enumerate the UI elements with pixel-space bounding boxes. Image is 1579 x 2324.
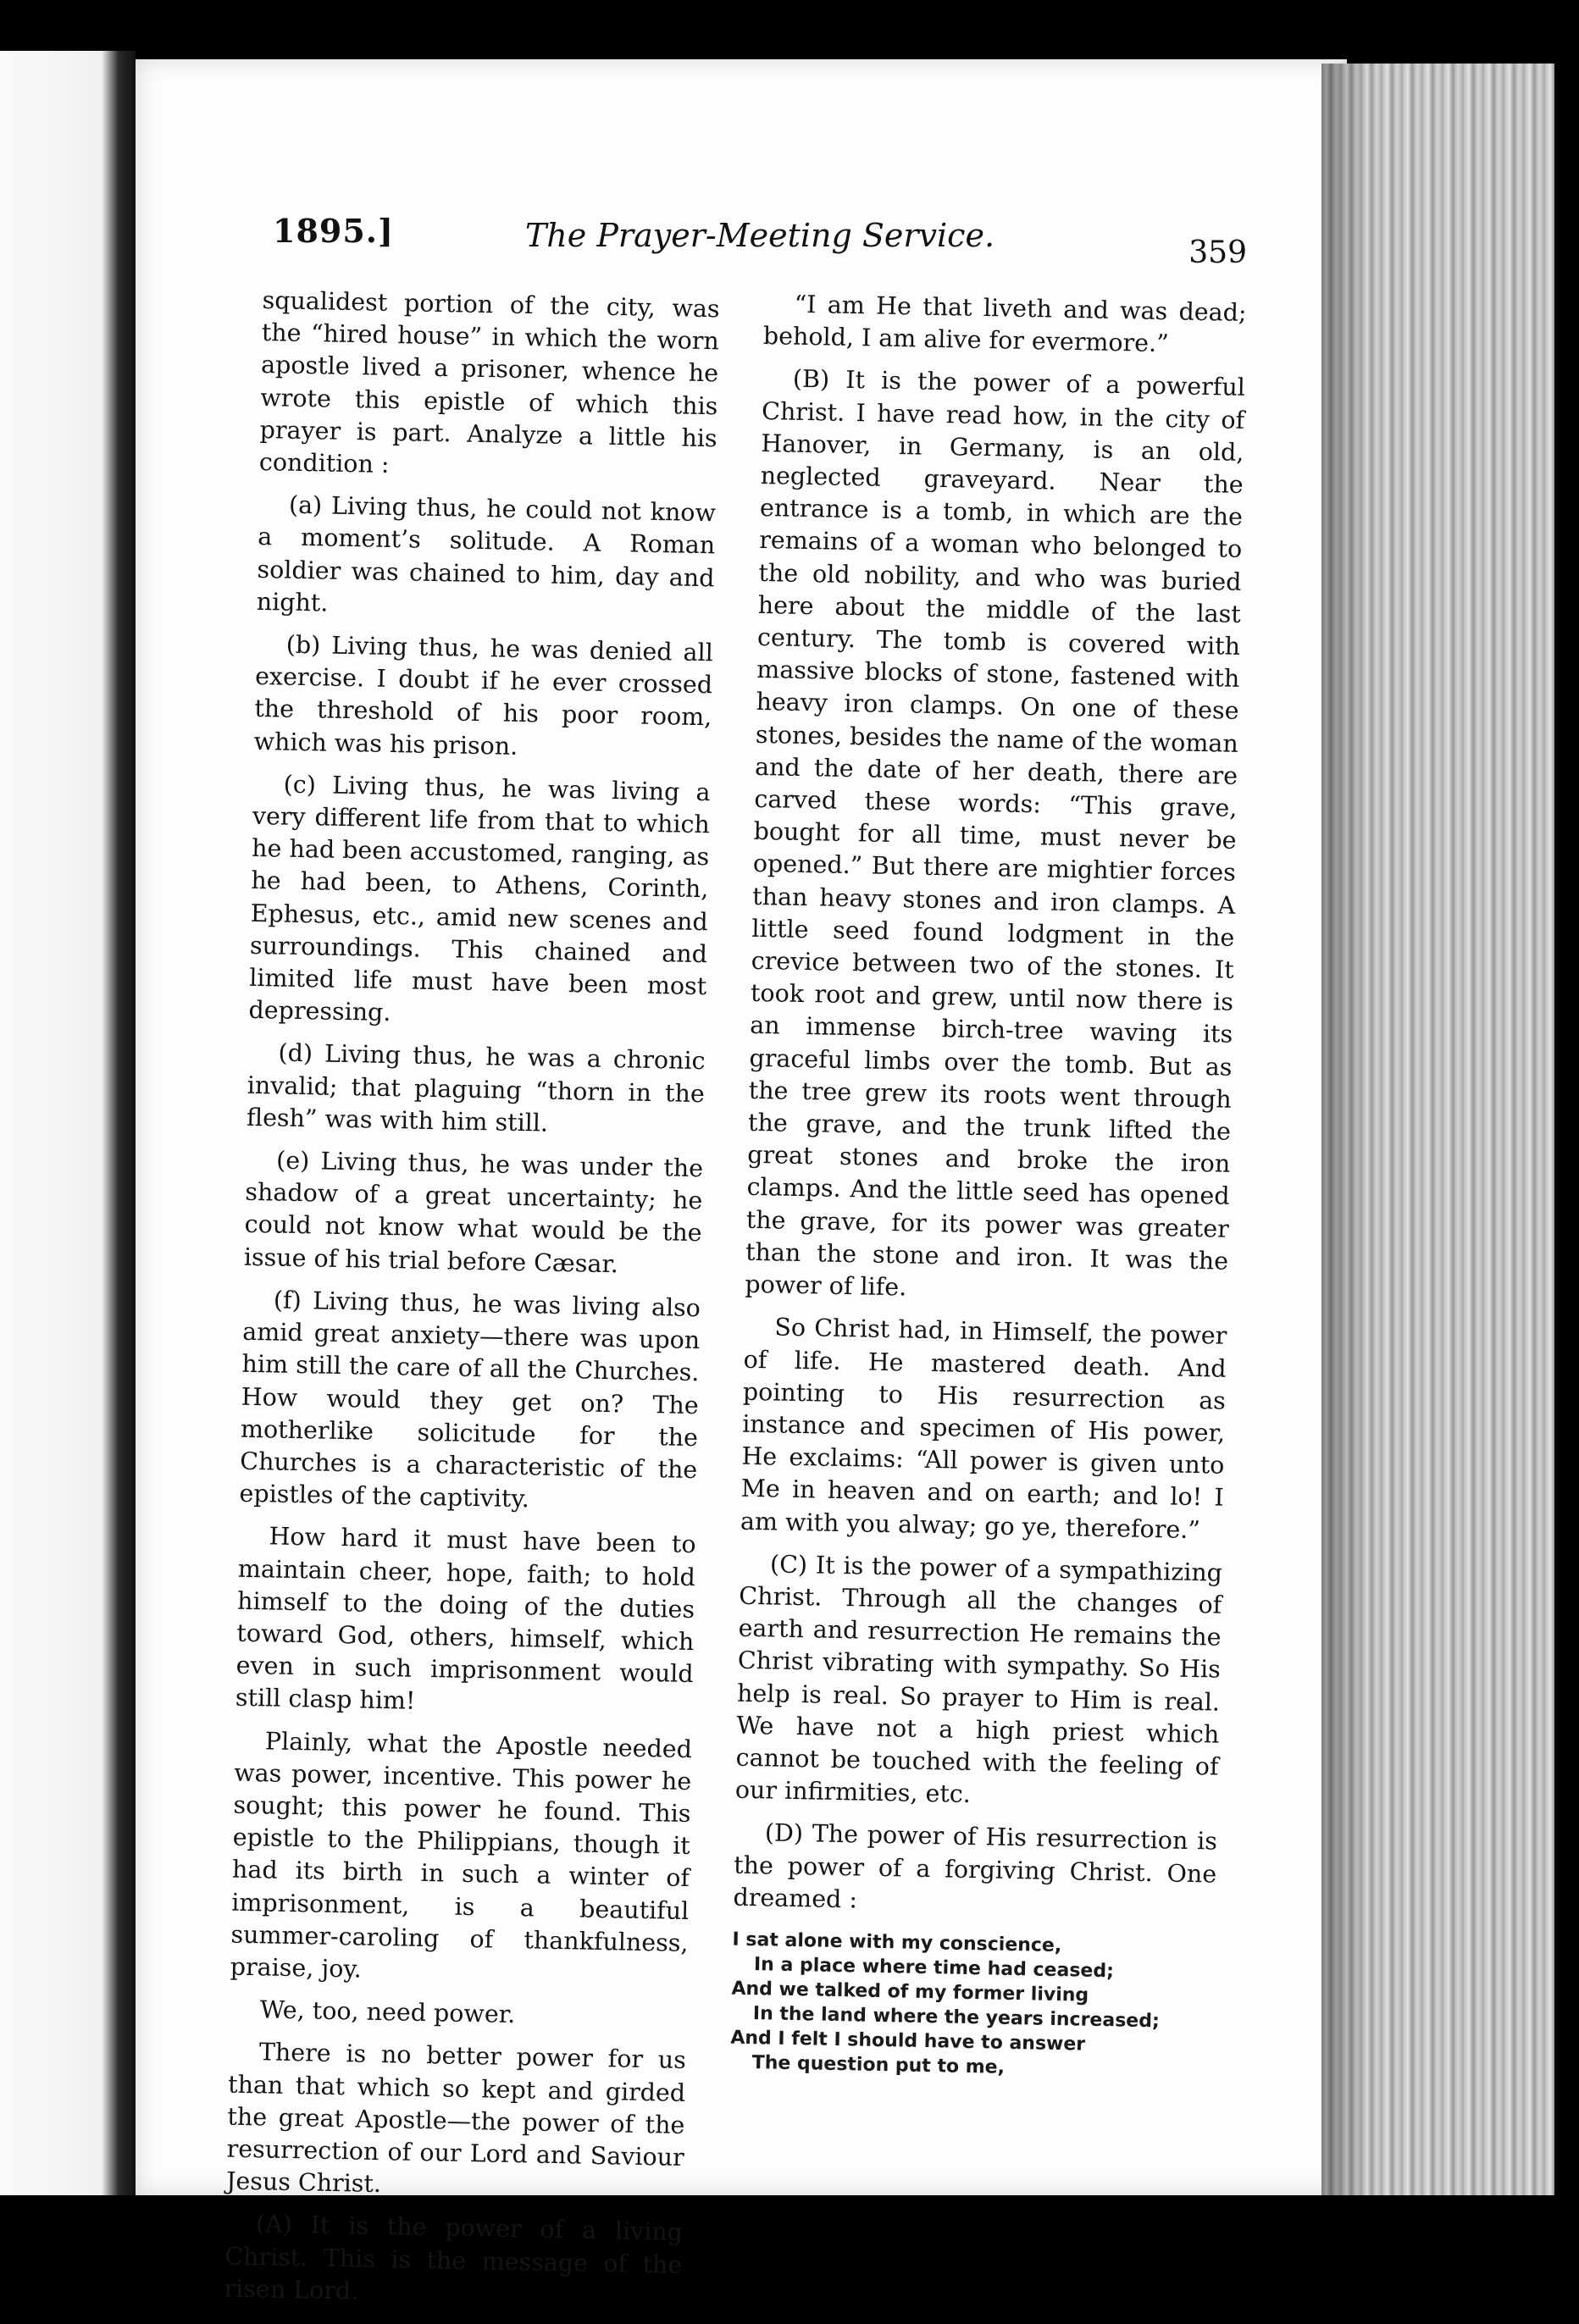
page-number: 359 — [1188, 235, 1247, 270]
paragraph: squalidest portion of the city, was the “hired house” in which the worn apostle lived a prisoner, whence he wrote this epistle of which this prayer is part. Analyze a little his condition : — [258, 285, 720, 479]
paragraph: (b) Living thus, he was denied all exercise. I doubt if he ever crossed the threshold of his poor room, which was his prison. — [253, 630, 714, 761]
poem-line: And I felt I should have to answer — [730, 2027, 1086, 2056]
paragraph: (D) The power of His resurrection is the power of a forgiving Christ. One dreamed : — [733, 1818, 1218, 1914]
header-year: 1895.] — [273, 212, 394, 250]
paragraph: (a) Living thus, he could not know a moment’s solitude. A Roman soldier was chained to him, day and night. — [256, 490, 717, 617]
poem-line: In a place where time had ceased; — [753, 1954, 1115, 1983]
paragraph: (B) It is the power of a powerful Christ. I have read how, in the city of Hanover, in Germany, is an old, neglected graveyard. Near the entrance is a tomb, in which are the remains of a woman who belonged to the old nobility, and who was buried here about the middle of the last century. The tomb is covered with massive blocks of stone, fastened with heavy iron clamps. On one of these stones, besides the name of the woman and the date of her death, there are carved these words: “This grave, bought for all time, must never be opened.” But there are mightier forces than heavy stones and iron clamps. A little seed found lodgment in the crevice between two of the stones. It took root and grew, until now there is an immense birch-tree waving its graceful limbs over the tomb. But as the tree grew its roots went through the grave, and the trunk lifted the great stones and broke the iron clamps. And the little seed has opened the grave, for its power was greater than the stone and iron. It was the power of life. — [745, 365, 1246, 1302]
paragraph: Plainly, what the Apostle needed was power, incentive. This power he sought; this power he found. This epistle to the Philippians, though it had its birth in such a winter of imprisonment, is a beautiful summer-caroling of thankfulness, praise, joy. — [230, 1726, 693, 1984]
paragraph: So Christ had, in Himself, the power of life. He mastered death. And pointing to His resurrection as instance and specimen of His power, He exclaims: “All power is given unto Me in heaven and on earth; and lo! I am with you alway; go ye, therefore.” — [740, 1313, 1227, 1544]
left-column — [224, 285, 720, 2324]
poem-line: And we talked of my former living — [731, 1978, 1089, 2006]
poem — [729, 1928, 1215, 2084]
paragraph: There is no better power for us than that which so kept and girded the great Apostle—the power of the resurrection of our Lord and Saviour Jesus Christ. — [225, 2038, 687, 2199]
paragraph: (A) It is the power of a living Christ. This is the message of the risen Lord. — [224, 2210, 684, 2305]
fore-edge-shadow — [1321, 64, 1372, 2195]
paragraph: “I am He that liveth and was dead; behold, I am alive for evermore.” — [762, 290, 1247, 358]
poem-line: The question put to me, — [751, 2052, 1006, 2078]
header-title: The Prayer-Meeting Service. — [524, 217, 995, 254]
facing-page-edge — [0, 51, 136, 2195]
paragraph: (c) Living thus, he was living a very different life from that to which he had been accustomed, ranging, as he had been, to Athens, Corinth, Ephesus, etc., amid new scenes and surroundings. This chained and limited life must have been most depressing. — [248, 770, 711, 1027]
paragraph: How hard it must have been to maintain cheer, hope, faith; to hold himself to the doing of the duties toward God, others, himself, which even in such imprisonment would still clasp him! — [235, 1522, 696, 1716]
poem-line: I sat alone with my conscience, — [732, 1928, 1062, 1957]
paragraph: (f) Living thus, he was living also amid great anxiety—there was upon him still the care of all the Churches. How would they get on? The motherlike solicitude for the Churches is a characteristic of the epistles of the captivity. — [239, 1286, 701, 1513]
paragraph: (C) It is the power of a sympathizing Christ. Through all the changes of earth and resurrection He remains the Christ vibrating with sympathy. So His help is real. So prayer to Him is real. We have not a high priest which cannot be touched with the feeling of our infirmities, etc. — [734, 1550, 1223, 1809]
paragraph: We, too, need power. — [259, 1995, 516, 2029]
poem-line: In the land where the years increased; — [752, 2003, 1160, 2033]
paragraph: (d) Living thus, he was a chronic invalid; that plaguing “thorn in the flesh” was with him still. — [246, 1038, 706, 1137]
paragraph: (e) Living thus, he was under the shadow of a great uncertainty; he could not know what would be the issue of his trial before Cæsar. — [243, 1146, 704, 1278]
right-column — [729, 288, 1246, 2084]
running-header — [273, 212, 1247, 271]
